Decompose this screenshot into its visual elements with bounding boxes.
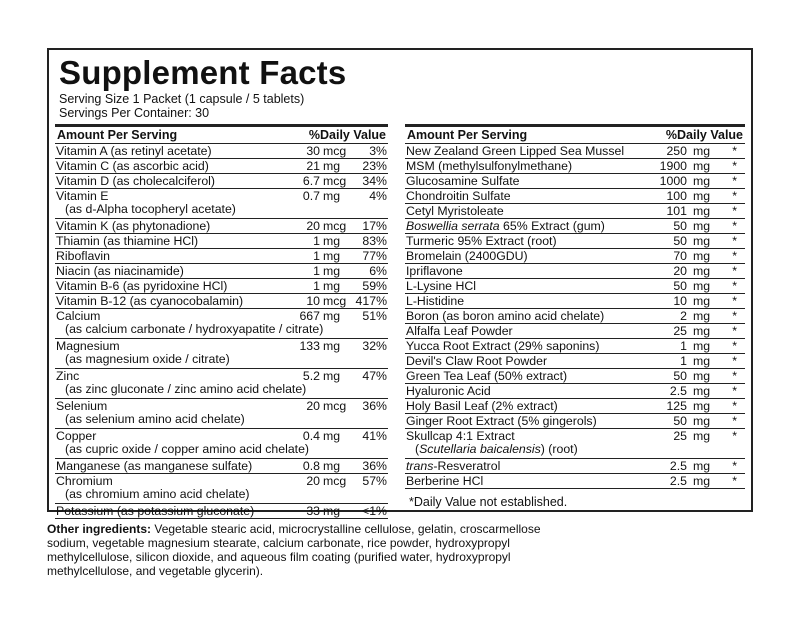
nutrient-daily-value: 41%: [362, 429, 387, 443]
nutrient-name: Vitamin A (as retinyl acetate): [56, 144, 212, 158]
nutrient-name: trans-Resveratrol: [406, 459, 501, 473]
nutrient-source: (as selenium amino acid chelate): [65, 412, 245, 426]
nutrient-daily-value: 34%: [362, 174, 387, 188]
nutrient-amount: 1: [313, 249, 320, 263]
nutrient-amount: 2.5: [669, 474, 687, 488]
nutrient-row: [405, 174, 745, 189]
other-ingredients-text: Vegetable stearic acid, microcrystalline cellulose, gelatin, croscarmellose sodium, vegetable magnesium stearate, calcium carbonate, rice powder, hydroxypropyl methylcellulose, silicon dioxide, and aqueous film coating (purified water, hydroxypropyl methylcellulose, and vegetable glycerin).: [47, 522, 541, 578]
nutrient-row: [55, 219, 388, 234]
nutrient-daily-value: *: [732, 399, 737, 413]
nutrient-daily-value: *: [732, 429, 737, 443]
amount-per-serving-heading: Amount Per Serving: [57, 128, 178, 142]
nutrient-amount: 125: [666, 399, 687, 413]
nutrient-unit: mg: [323, 429, 341, 443]
nutrient-daily-value: *: [732, 189, 737, 203]
nutrient-amount: 20: [673, 264, 687, 278]
nutrient-unit: mg: [693, 279, 711, 293]
nutrient-amount: 2: [680, 309, 687, 323]
nutrient-name: Yucca Root Extract (29% saponins): [406, 339, 600, 353]
nutrient-unit: mg: [693, 324, 711, 338]
nutrient-daily-value: 36%: [362, 459, 387, 473]
nutrient-amount: 1: [313, 234, 320, 248]
nutrient-name: Turmeric 95% Extract (root): [406, 234, 557, 248]
nutrient-unit: mcg: [323, 294, 347, 308]
nutrient-daily-value: *: [732, 159, 737, 173]
nutrient-name: Glucosamine Sulfate: [406, 174, 520, 188]
nutrient-amount: 667: [299, 309, 320, 323]
nutrient-unit: mg: [693, 159, 711, 173]
right-rows: [405, 144, 745, 489]
nutrient-row: [55, 504, 388, 519]
nutrient-amount: 2.5: [669, 384, 687, 398]
nutrient-row: [55, 174, 388, 189]
nutrient-daily-value: 6%: [369, 264, 387, 278]
nutrient-row: [405, 354, 745, 369]
nutrient-amount: 20: [306, 399, 320, 413]
nutrient-daily-value: *: [732, 249, 737, 263]
nutrient-unit: mg: [693, 339, 711, 353]
nutrient-unit: mg: [323, 459, 341, 473]
nutrient-daily-value: 57%: [362, 474, 387, 488]
left-rows: [55, 144, 388, 519]
nutrient-daily-value: 59%: [362, 279, 387, 293]
nutrient-name: Vitamin B-6 (as pyridoxine HCl): [56, 279, 228, 293]
nutrient-daily-value: <1%: [362, 504, 387, 518]
daily-value-heading: %Daily Value: [308, 128, 386, 142]
nutrient-daily-value: *: [732, 234, 737, 248]
nutrient-name: Manganese (as manganese sulfate): [56, 459, 253, 473]
nutrient-unit: mg: [693, 219, 711, 233]
nutrient-unit: mg: [323, 264, 341, 278]
nutrient-source: (as d-Alpha tocopheryl acetate): [65, 202, 236, 216]
nutrient-name: Selenium: [56, 399, 108, 413]
nutrient-unit: mg: [693, 399, 711, 413]
nutrient-daily-value: 3%: [369, 144, 387, 158]
nutrient-amount: 1: [313, 264, 320, 278]
nutrient-daily-value: *: [732, 204, 737, 218]
nutrient-row: [405, 279, 745, 294]
nutrient-name: Potassium (as potassium gluconate): [56, 504, 255, 518]
nutrient-unit: mg: [693, 354, 711, 368]
nutrient-name: Vitamin B-12 (as cyanocobalamin): [56, 294, 244, 308]
nutrient-daily-value: 51%: [362, 309, 387, 323]
nutrient-unit: mg: [323, 249, 341, 263]
nutrient-row: [405, 324, 745, 339]
nutrient-amount: 50: [673, 234, 687, 248]
nutrient-name: Calcium: [56, 309, 101, 323]
nutrient-source: (as zinc gluconate / zinc amino acid chelate): [65, 382, 307, 396]
nutrient-daily-value: 17%: [362, 219, 387, 233]
nutrient-amount: 25: [673, 429, 687, 443]
nutrient-name: L-Lysine HCl: [406, 279, 476, 293]
nutrient-amount: 50: [673, 369, 687, 383]
nutrient-name: Holy Basil Leaf (2% extract): [406, 399, 558, 413]
nutrient-source: (as chromium amino acid chelate): [65, 487, 250, 501]
nutrient-amount: 0.8: [302, 459, 320, 473]
nutrient-unit: mcg: [323, 219, 347, 233]
nutrient-name: Chromium: [56, 474, 113, 488]
nutrient-amount: 20: [306, 474, 320, 488]
servings-per-container: Servings Per Container: 30: [59, 106, 210, 120]
nutrient-row: [55, 399, 388, 429]
nutrient-daily-value: *: [732, 324, 737, 338]
nutrient-amount: 0.4: [302, 429, 320, 443]
nutrient-name: Ginger Root Extract (5% gingerols): [406, 414, 597, 428]
nutrient-row: [405, 339, 745, 354]
nutrient-row: [405, 159, 745, 174]
nutrient-row: [55, 339, 388, 369]
nutrient-unit: mg: [693, 309, 711, 323]
nutrient-amount: 2.5: [669, 459, 687, 473]
nutrient-amount: 1900: [659, 159, 687, 173]
nutrient-amount: 33: [306, 504, 320, 518]
nutrient-unit: mg: [323, 279, 341, 293]
nutrient-name: L-Histidine: [406, 294, 465, 308]
nutrient-source: (as magnesium oxide / citrate): [65, 352, 230, 366]
nutrient-name: Boron (as boron amino acid chelate): [406, 309, 605, 323]
nutrient-name: Hyaluronic Acid: [406, 384, 491, 398]
nutrient-amount: 50: [673, 279, 687, 293]
daily-value-footnote: *Daily Value not established.: [409, 495, 568, 509]
nutrient-daily-value: *: [732, 414, 737, 428]
nutrient-unit: mg: [693, 294, 711, 308]
nutrient-unit: mg: [323, 504, 341, 518]
nutrient-row: [55, 234, 388, 249]
nutrient-unit: mcg: [323, 174, 347, 188]
nutrient-amount: 50: [673, 414, 687, 428]
nutrient-name: Cetyl Myristoleate: [406, 204, 504, 218]
serving-size: Serving Size 1 Packet (1 capsule / 5 tablets): [59, 92, 305, 106]
nutrient-row: [405, 414, 745, 429]
nutrient-daily-value: 4%: [369, 189, 387, 203]
nutrient-daily-value: *: [732, 339, 737, 353]
nutrient-daily-value: 417%: [355, 294, 387, 308]
nutrient-daily-value: *: [732, 219, 737, 233]
nutrient-row: [55, 264, 388, 279]
nutrient-row: [405, 249, 745, 264]
nutrient-row: [405, 309, 745, 324]
nutrient-unit: mg: [693, 414, 711, 428]
nutrient-name: Vitamin K (as phytonadione): [56, 219, 211, 233]
nutrient-row: [405, 204, 745, 219]
nutrient-name: Ipriflavone: [406, 264, 463, 278]
left-nutrient-table: [55, 124, 388, 519]
nutrient-unit: mg: [693, 474, 711, 488]
nutrient-row: [405, 144, 745, 159]
nutrient-source: (as cupric oxide / copper amino acid chelate): [65, 442, 310, 456]
nutrient-unit: mg: [693, 249, 711, 263]
amount-per-serving-heading: Amount Per Serving: [407, 128, 528, 142]
nutrient-amount: 70: [673, 249, 687, 263]
nutrient-row: [55, 474, 388, 504]
nutrient-daily-value: *: [732, 459, 737, 473]
nutrient-name: Chondroitin Sulfate: [406, 189, 511, 203]
nutrient-amount: 30: [306, 144, 320, 158]
nutrient-unit: mg: [323, 159, 341, 173]
nutrient-amount: 1000: [659, 174, 687, 188]
nutrient-daily-value: 83%: [362, 234, 387, 248]
nutrient-daily-value: 47%: [362, 369, 387, 383]
nutrient-row: [405, 384, 745, 399]
nutrient-name: Vitamin D (as cholecalciferol): [56, 174, 216, 188]
nutrient-row: [55, 144, 388, 159]
right-nutrient-table: [405, 124, 745, 489]
other-ingredients: [47, 522, 567, 578]
nutrient-unit: mg: [323, 309, 341, 323]
nutrient-unit: mg: [323, 234, 341, 248]
nutrient-daily-value: 77%: [362, 249, 387, 263]
nutrient-unit: mg: [693, 264, 711, 278]
nutrient-unit: mg: [693, 369, 711, 383]
nutrient-daily-value: *: [732, 294, 737, 308]
nutrient-amount: 100: [666, 189, 687, 203]
nutrient-name: Boswellia serrata 65% Extract (gum): [406, 219, 605, 233]
nutrient-amount: 25: [673, 324, 687, 338]
left-table-header: [55, 124, 388, 144]
nutrient-name: Devil's Claw Root Powder: [406, 354, 548, 368]
nutrient-row: [405, 369, 745, 384]
nutrient-unit: mg: [323, 189, 341, 203]
nutrient-daily-value: *: [732, 264, 737, 278]
nutrient-name: Berberine HCl: [406, 474, 484, 488]
nutrient-amount: 1: [313, 279, 320, 293]
nutrient-source: (Scutellaria baicalensis) (root): [415, 442, 578, 456]
supplement-facts-panel: [47, 48, 753, 518]
nutrient-name: Vitamin E: [56, 189, 109, 203]
nutrient-name: New Zealand Green Lipped Sea Mussel: [406, 144, 625, 158]
panel-title: Supplement Facts: [59, 54, 347, 91]
nutrient-unit: mg: [693, 234, 711, 248]
nutrient-unit: mg: [693, 174, 711, 188]
nutrient-amount: 20: [306, 219, 320, 233]
nutrient-row: [55, 429, 388, 459]
nutrient-row: [55, 294, 388, 309]
nutrient-amount: 1: [680, 339, 687, 353]
nutrient-row: [55, 159, 388, 174]
nutrient-row: [55, 459, 388, 474]
nutrient-name: Zinc: [56, 369, 80, 383]
nutrient-row: [405, 429, 745, 459]
nutrient-daily-value: *: [732, 174, 737, 188]
nutrient-unit: mg: [693, 459, 711, 473]
nutrient-amount: 10: [306, 294, 320, 308]
nutrient-name: Green Tea Leaf (50% extract): [406, 369, 568, 383]
nutrient-name: Riboflavin: [56, 249, 110, 263]
nutrient-daily-value: *: [732, 474, 737, 488]
nutrient-unit: mg: [693, 144, 711, 158]
nutrient-name: Magnesium: [56, 339, 120, 353]
nutrient-row: [405, 459, 745, 474]
nutrient-daily-value: 32%: [362, 339, 387, 353]
nutrient-row: [405, 399, 745, 414]
nutrient-row: [55, 189, 388, 219]
nutrient-daily-value: *: [732, 279, 737, 293]
nutrient-row: [55, 249, 388, 264]
nutrient-daily-value: *: [732, 354, 737, 368]
nutrient-row: [405, 219, 745, 234]
nutrient-unit: mcg: [323, 144, 347, 158]
nutrient-row: [405, 474, 745, 489]
nutrient-name: Thiamin (as thiamine HCl): [56, 234, 199, 248]
nutrient-name: Alfalfa Leaf Powder: [406, 324, 513, 338]
nutrient-amount: 1: [680, 354, 687, 368]
nutrient-amount: 133: [299, 339, 320, 353]
nutrient-row: [405, 294, 745, 309]
nutrient-source: (as calcium carbonate / hydroxyapatite / citrate): [65, 322, 324, 336]
right-table-header: [405, 124, 745, 144]
nutrient-amount: 101: [666, 204, 687, 218]
nutrient-name: Bromelain (2400GDU): [406, 249, 528, 263]
nutrient-name: MSM (methylsulfonylmethane): [406, 159, 573, 173]
other-ingredients-label: Other ingredients:: [47, 522, 152, 536]
nutrient-daily-value: *: [732, 309, 737, 323]
nutrient-unit: mg: [693, 204, 711, 218]
nutrient-amount: 6.7: [302, 174, 320, 188]
nutrient-row: [55, 279, 388, 294]
nutrient-row: [405, 264, 745, 279]
nutrient-unit: mg: [323, 339, 341, 353]
nutrient-name: Skullcap 4:1 Extract: [406, 429, 515, 443]
nutrient-unit: mg: [693, 429, 711, 443]
nutrient-daily-value: *: [732, 144, 737, 158]
nutrient-amount: 21: [306, 159, 320, 173]
nutrient-name: Vitamin C (as ascorbic acid): [56, 159, 209, 173]
nutrient-amount: 0.7: [302, 189, 320, 203]
nutrient-amount: 50: [673, 219, 687, 233]
nutrient-daily-value: 23%: [362, 159, 387, 173]
nutrient-daily-value: *: [732, 384, 737, 398]
nutrient-unit: mg: [693, 189, 711, 203]
nutrient-row: [55, 369, 388, 399]
nutrient-daily-value: 36%: [362, 399, 387, 413]
nutrient-daily-value: *: [732, 369, 737, 383]
nutrient-amount: 250: [666, 144, 687, 158]
nutrient-amount: 10: [673, 294, 687, 308]
nutrient-amount: 5.2: [302, 369, 320, 383]
nutrient-name: Niacin (as niacinamide): [56, 264, 184, 278]
nutrient-unit: mcg: [323, 474, 347, 488]
nutrient-unit: mcg: [323, 399, 347, 413]
nutrient-name: Copper: [56, 429, 97, 443]
daily-value-heading: %Daily Value: [665, 128, 743, 142]
nutrient-unit: mg: [323, 369, 341, 383]
nutrient-row: [405, 234, 745, 249]
nutrient-unit: mg: [693, 384, 711, 398]
nutrient-row: [405, 189, 745, 204]
nutrient-row: [55, 309, 388, 339]
